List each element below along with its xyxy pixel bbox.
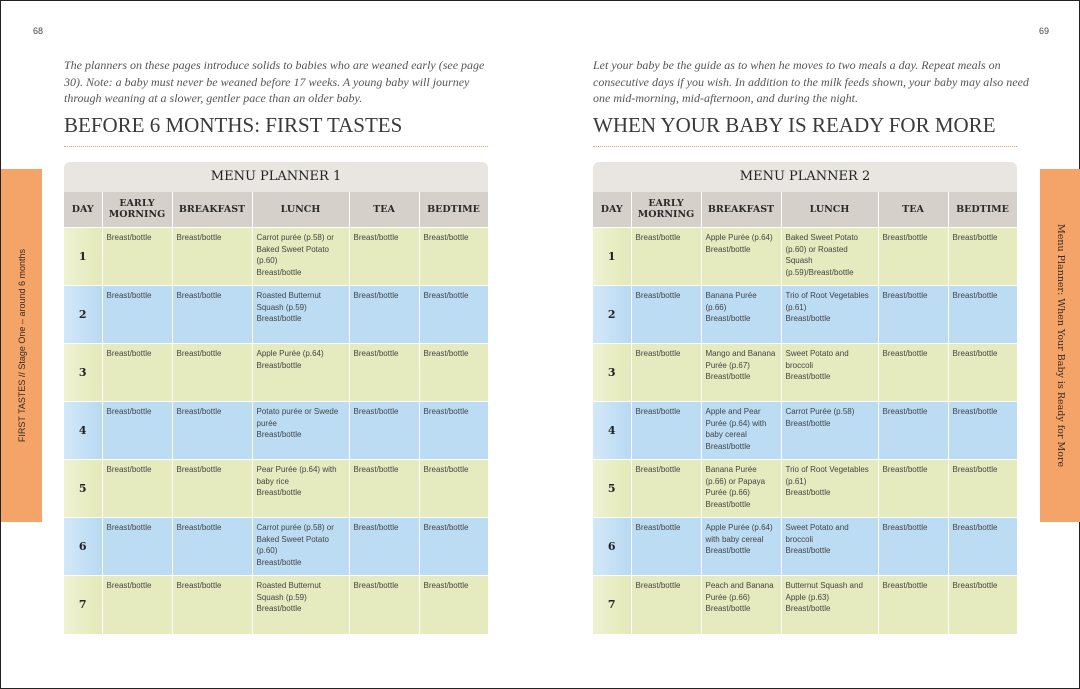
table-row bbox=[64, 286, 488, 344]
planner-table bbox=[64, 192, 489, 634]
table-cell: Breast/bottle bbox=[172, 344, 252, 402]
header-row bbox=[593, 192, 1017, 228]
table-cell: Breast/bottle bbox=[631, 228, 701, 286]
table-cell: Breast/bottle bbox=[349, 518, 419, 576]
table-cell: Breast/bottle bbox=[878, 344, 948, 402]
table-cell: Sweet Potato and broccoli Breast/bottle bbox=[781, 344, 878, 402]
day-number: 7 bbox=[593, 576, 631, 634]
column-header: DAY bbox=[593, 192, 631, 228]
table-cell: Roasted Butternut Squash (p.59) Breast/bottle bbox=[252, 286, 349, 344]
table-cell: Breast/bottle bbox=[349, 286, 419, 344]
table-cell: Breast/bottle bbox=[419, 576, 488, 634]
table-cell: Apple Purée (p.64) Breast/bottle bbox=[701, 228, 781, 286]
planner-title: MENU PLANNER 2 bbox=[593, 162, 1017, 192]
day-number: 2 bbox=[64, 286, 102, 344]
table-row bbox=[64, 518, 488, 576]
table-row bbox=[64, 576, 488, 634]
table-cell: Breast/bottle bbox=[172, 576, 252, 634]
table-cell: Breast/bottle bbox=[102, 460, 172, 518]
day-number: 3 bbox=[64, 344, 102, 402]
right-page-content bbox=[593, 57, 1029, 634]
table-row bbox=[593, 402, 1017, 460]
divider-left bbox=[64, 146, 488, 147]
column-header: BREAKFAST bbox=[701, 192, 781, 228]
table-cell: Breast/bottle bbox=[631, 286, 701, 344]
table-cell: Breast/bottle bbox=[948, 344, 1017, 402]
day-number: 4 bbox=[593, 402, 631, 460]
table-cell: Breast/bottle bbox=[419, 228, 488, 286]
day-number: 7 bbox=[64, 576, 102, 634]
table-cell: Carrot purée (p.58) or Baked Sweet Potato (p.60) Breast/bottle bbox=[252, 228, 349, 286]
table-row bbox=[593, 460, 1017, 518]
menu-planner-1 bbox=[64, 162, 488, 634]
table-cell: Breast/bottle bbox=[878, 576, 948, 634]
day-number: 6 bbox=[593, 518, 631, 576]
table-cell: Breast/bottle bbox=[172, 228, 252, 286]
planner-table bbox=[593, 192, 1018, 634]
table-cell: Breast/bottle bbox=[419, 460, 488, 518]
table-cell: Banana Purée (p.66) Breast/bottle bbox=[701, 286, 781, 344]
table-cell: Roasted Butternut Squash (p.59) Breast/bottle bbox=[252, 576, 349, 634]
column-header: BEDTIME bbox=[948, 192, 1017, 228]
table-row bbox=[64, 344, 488, 402]
page-number-right: 69 bbox=[1039, 26, 1050, 36]
table-cell: Breast/bottle bbox=[172, 402, 252, 460]
menu-planner-2 bbox=[593, 162, 1017, 634]
table-row bbox=[593, 576, 1017, 634]
day-number: 5 bbox=[64, 460, 102, 518]
table-cell: Breast/bottle bbox=[878, 402, 948, 460]
table-cell: Breast/bottle bbox=[102, 518, 172, 576]
table-cell: Breast/bottle bbox=[172, 518, 252, 576]
table-cell: Breast/bottle bbox=[631, 460, 701, 518]
table-cell: Breast/bottle bbox=[419, 286, 488, 344]
table-row bbox=[593, 286, 1017, 344]
table-cell: Breast/bottle bbox=[878, 518, 948, 576]
table-cell: Breast/bottle bbox=[631, 402, 701, 460]
side-tab-right bbox=[1040, 169, 1080, 522]
left-page-content bbox=[64, 57, 488, 634]
planner-title: MENU PLANNER 1 bbox=[64, 162, 488, 192]
table-cell: Breast/bottle bbox=[102, 286, 172, 344]
day-number: 1 bbox=[64, 228, 102, 286]
table-cell: Trio of Root Vegetables (p.61) Breast/bottle bbox=[781, 460, 878, 518]
column-header: TEA bbox=[349, 192, 419, 228]
heading-left: BEFORE 6 MONTHS: FIRST TASTES bbox=[64, 112, 403, 137]
side-tab-right-label: Menu Planner: When Your Baby is Ready for More bbox=[1055, 223, 1066, 468]
day-number: 1 bbox=[593, 228, 631, 286]
table-cell: Breast/bottle bbox=[631, 576, 701, 634]
column-header: EARLY MORNING bbox=[631, 192, 701, 228]
table-row bbox=[64, 228, 488, 286]
table-row bbox=[64, 402, 488, 460]
table-cell: Breast/bottle bbox=[878, 460, 948, 518]
table-cell: Butternut Squash and Apple (p.63) Breast/bottle bbox=[781, 576, 878, 634]
table-cell: Banana Purée (p.66) or Papaya Purée (p.66) Breast/bottle bbox=[701, 460, 781, 518]
table-cell: Breast/bottle bbox=[172, 286, 252, 344]
table-cell: Pear Purée (p.64) with baby rice Breast/bottle bbox=[252, 460, 349, 518]
table-cell: Sweet Potato and broccoli Breast/bottle bbox=[781, 518, 878, 576]
header-row bbox=[64, 192, 488, 228]
table-cell: Breast/bottle bbox=[948, 402, 1017, 460]
table-cell: Breast/bottle bbox=[631, 344, 701, 402]
table-cell: Breast/bottle bbox=[349, 460, 419, 518]
table-cell: Breast/bottle bbox=[349, 402, 419, 460]
table-cell: Apple Purée (p.64) Breast/bottle bbox=[252, 344, 349, 402]
side-tab-left-label: FIRST TASTES // Stage One – around 6 months bbox=[16, 248, 27, 443]
table-cell: Breast/bottle bbox=[102, 344, 172, 402]
table-cell: Breast/bottle bbox=[419, 518, 488, 576]
table-cell: Breast/bottle bbox=[172, 460, 252, 518]
table-cell: Breast/bottle bbox=[878, 286, 948, 344]
table-cell: Breast/bottle bbox=[349, 344, 419, 402]
day-number: 4 bbox=[64, 402, 102, 460]
table-cell: Breast/bottle bbox=[102, 402, 172, 460]
table-cell: Breast/bottle bbox=[102, 576, 172, 634]
page-number-left: 68 bbox=[33, 26, 44, 36]
column-header: EARLY MORNING bbox=[102, 192, 172, 228]
divider-right bbox=[593, 146, 1017, 147]
table-cell: Breast/bottle bbox=[948, 576, 1017, 634]
table-cell: Breast/bottle bbox=[948, 228, 1017, 286]
table-cell: Breast/bottle bbox=[419, 344, 488, 402]
table-cell: Apple Purée (p.64) with baby cereal Breast/bottle bbox=[701, 518, 781, 576]
table-cell: Breast/bottle bbox=[948, 518, 1017, 576]
table-row bbox=[593, 518, 1017, 576]
column-header: BREAKFAST bbox=[172, 192, 252, 228]
table-cell: Potato purée or Swede purée Breast/bottle bbox=[252, 402, 349, 460]
column-header: LUNCH bbox=[252, 192, 349, 228]
column-header: LUNCH bbox=[781, 192, 878, 228]
table-cell: Breast/bottle bbox=[948, 286, 1017, 344]
table-cell: Trio of Root Vegetables (p.61) Breast/bottle bbox=[781, 286, 878, 344]
day-number: 6 bbox=[64, 518, 102, 576]
column-header: BEDTIME bbox=[419, 192, 488, 228]
column-header: DAY bbox=[64, 192, 102, 228]
table-cell: Carrot purée (p.58) or Baked Sweet Potato (p.60) Breast/bottle bbox=[252, 518, 349, 576]
table-cell: Breast/bottle bbox=[349, 228, 419, 286]
table-cell: Breast/bottle bbox=[948, 460, 1017, 518]
column-header: TEA bbox=[878, 192, 948, 228]
table-cell: Breast/bottle bbox=[631, 518, 701, 576]
side-tab-left bbox=[1, 169, 42, 522]
table-cell: Mango and Banana Purée (p.67) Breast/bottle bbox=[701, 344, 781, 402]
table-cell: Carrot Purée (p.58) Breast/bottle bbox=[781, 402, 878, 460]
heading-right: WHEN YOUR BABY IS READY FOR MORE bbox=[593, 112, 996, 137]
table-row bbox=[64, 460, 488, 518]
table-cell: Breast/bottle bbox=[878, 228, 948, 286]
table-cell: Peach and Banana Purée (p.66) Breast/bottle bbox=[701, 576, 781, 634]
table-cell: Breast/bottle bbox=[102, 228, 172, 286]
table-cell: Breast/bottle bbox=[419, 402, 488, 460]
intro-text-left: The planners on these pages introduce solids to babies who are weaned early (see page 30). Note: a baby must never be weaned before 17 weeks. A young baby will journey through weaning at a slower, gentler pace than an older baby. bbox=[64, 58, 485, 105]
day-number: 3 bbox=[593, 344, 631, 402]
table-cell: Baked Sweet Potato (p.60) or Roasted Squash (p.59)/Breast/bottle bbox=[781, 228, 878, 286]
table-row bbox=[593, 344, 1017, 402]
day-number: 5 bbox=[593, 460, 631, 518]
intro-text-right: Let your baby be the guide as to when he moves to two meals a day. Repeat meals on consecutive days if you wish. In addition to the milk feeds shown, your baby may also need one mid-morning, mid-afternoon, and during the night. bbox=[593, 58, 1029, 105]
table-cell: Breast/bottle bbox=[349, 576, 419, 634]
table-cell: Apple and Pear Purée (p.64) with baby cereal Breast/bottle bbox=[701, 402, 781, 460]
table-row bbox=[593, 228, 1017, 286]
day-number: 2 bbox=[593, 286, 631, 344]
